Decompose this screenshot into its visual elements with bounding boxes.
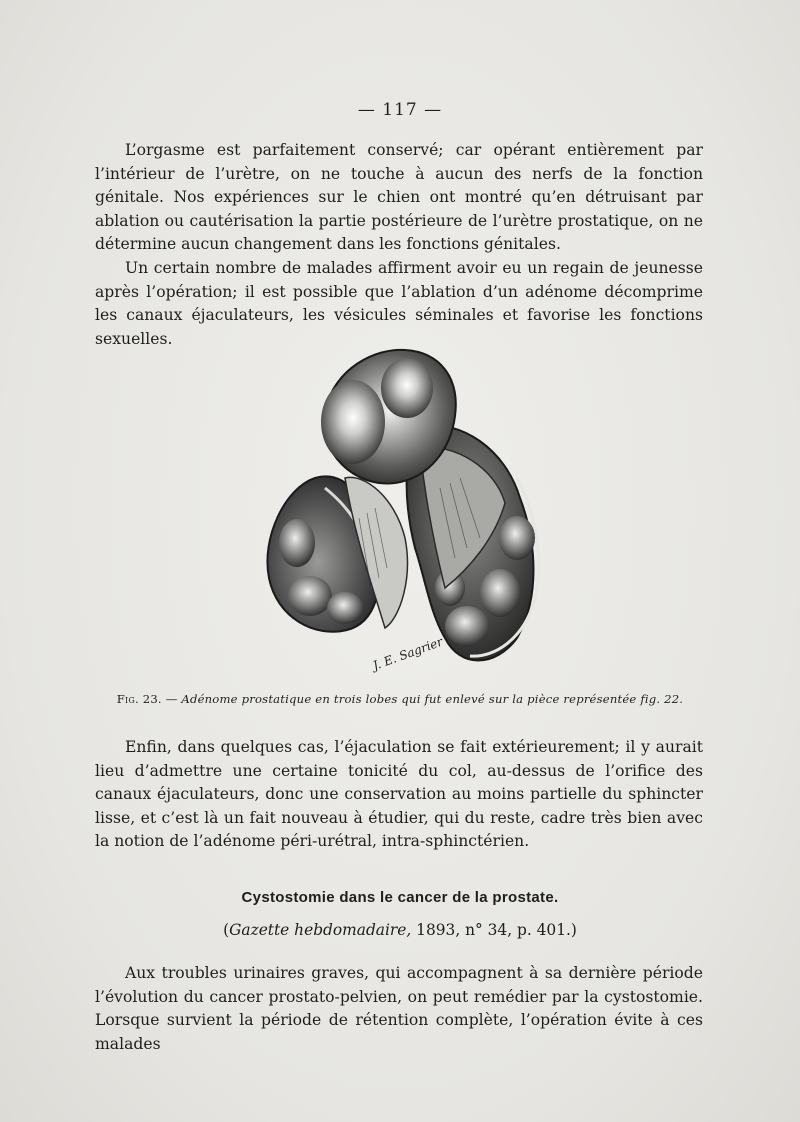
text-block-bottom bbox=[95, 962, 703, 1056]
caption-text: — Adénome prostatique en trois lobes qui fut enlevé sur la pièce représentée fig. 22. bbox=[165, 692, 684, 706]
page-number: — 117 — bbox=[357, 100, 443, 120]
prostate-adenoma-illustration bbox=[255, 338, 555, 678]
paragraph: Enfin, dans quelques cas, l’éjaculation se fait extérieurement; il y aurait lieu d’admettre une certaine tonicité du col, au-dessus de l’orifice des canaux éjaculateurs, donc une conservation au moins partielle du sphincter lisse, et c’est là un fait nouveau à étudier, qui du reste, cadre très bien avec la notion de l’adénome péri-urétral, intra-sphinctérien. bbox=[95, 738, 703, 851]
source-open: ( bbox=[223, 921, 230, 939]
section-source bbox=[0, 921, 800, 939]
source-journal: Gazette hebdomadaire, bbox=[229, 921, 412, 939]
section-title: Cystostomie dans le cancer de la prostate. bbox=[241, 889, 559, 906]
source-details: 1893, n° 34, p. 401.) bbox=[411, 921, 577, 939]
figure-caption bbox=[0, 692, 800, 706]
paragraph: L’orgasme est parfaitement conservé; car opérant entièrement par l’intérieur de l’urètre, on ne touche à aucun des nerfs de la fonction génitale. Nos expériences sur le chien ont montré qu’en détruisant par ablation ou cautérisation la partie postérieure de l’urètre prostatique, on ne détermine aucun changement dans les fonctions génitales. bbox=[95, 141, 703, 254]
illustrator-signature: J. E. Sagrier bbox=[370, 634, 445, 673]
figure-prostate-adenoma bbox=[255, 338, 555, 678]
text-block-top bbox=[95, 139, 703, 351]
caption-label: Fig. 23. bbox=[116, 692, 162, 706]
paragraph: Aux troubles urinaires graves, qui accompagnent à sa dernière période l’évolution du cancer prostato-pelvien, on peut remédier par la cystostomie. Lorsque survient la période de rétention complète, l’opération évite à ces malades bbox=[95, 964, 703, 1053]
text-block-middle bbox=[95, 736, 703, 854]
paragraph: Un certain nombre de malades affirment avoir eu un regain de jeunesse après l’opération; il est possible que l’ablation d’un adénome décomprime les canaux éjaculateurs, les vésicules séminales et favorise les fonctions sexuelles. bbox=[95, 258, 703, 348]
